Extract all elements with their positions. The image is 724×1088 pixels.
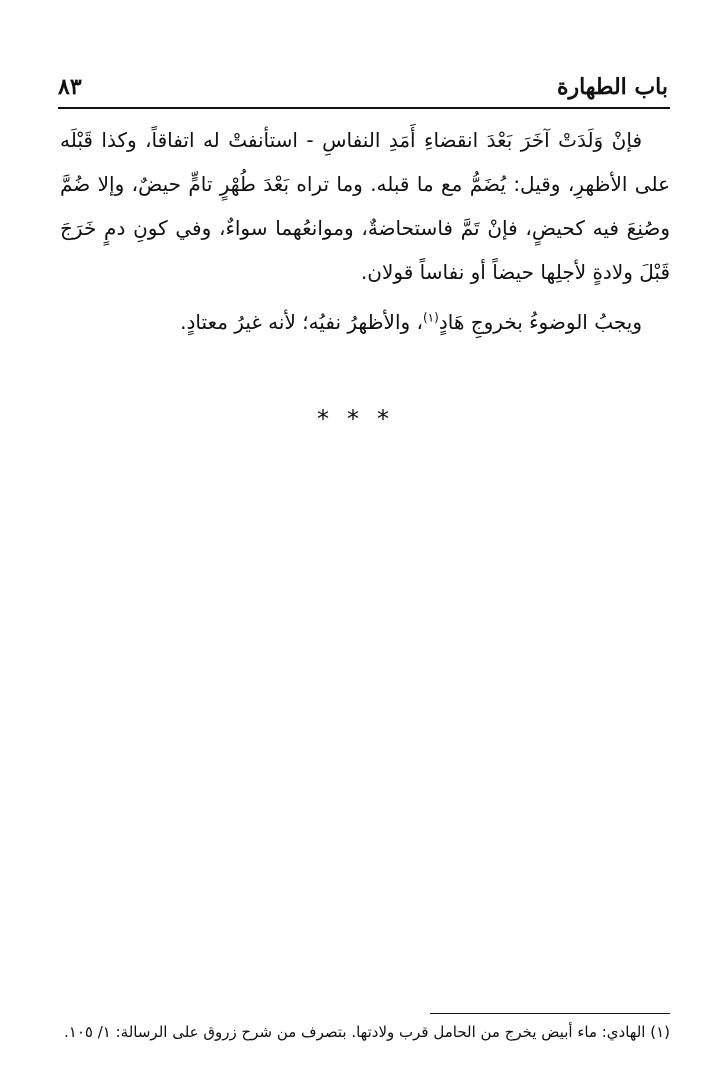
page-number: ٨٣ (58, 74, 82, 100)
footnote-1: (١) الهادي: ماء أبيض يخرج من الحامل قرب ولادتها. بتصرف من شرح زروق على الرسالة: ١/ ١٠٥. (64, 1023, 670, 1041)
main-text (60, 118, 670, 344)
footnote-divider (430, 1013, 670, 1014)
header-divider (58, 107, 670, 109)
footnote-reference: (١) (422, 310, 439, 325)
paragraph-2 (60, 300, 670, 344)
paragraph-1: فإنْ وَلَدَتْ آخَرَ بَعْدَ انقضاءِ أَمَدِ النفاسِ - استأنفتْ له اتفاقاً، وكذا قَبْلَه على الأظهرِ، وقيل: يُضَمُّ مع ما قبله. وما تراه بَعْدَ طُهْرٍ تامٍّ حيضٌ، وإلا ضُمَّ وصُنِعَ فيه كحيضٍ، فإنْ تَمَّ فاستحاضةٌ، وموانعُهما سواءٌ، وفي كونِ دمٍ خَرَجَ قَبْلَ ولادةٍ لأجلِها حيضاً أو نفاساً قولان. (60, 128, 670, 284)
paragraph-2-text-after: ، والأظهرُ نفيُه؛ لأنه غيرُ معتادٍ. (180, 310, 423, 334)
paragraph-2-text-before: ويجبُ الوضوءُ بخروجِ هَادٍ (438, 310, 642, 334)
running-header (58, 70, 668, 106)
chapter-title: باب الطهارة (556, 74, 668, 100)
section-separator: *** (317, 405, 407, 433)
